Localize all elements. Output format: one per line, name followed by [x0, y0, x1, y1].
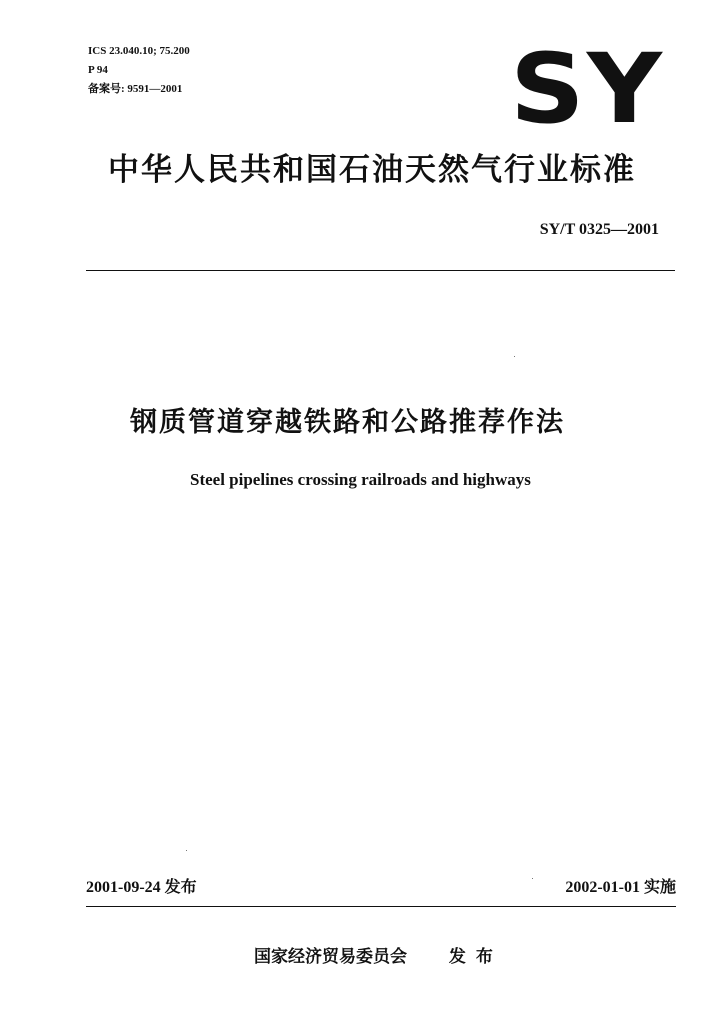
scan-speck [532, 878, 533, 879]
issuer-row [254, 946, 503, 968]
issuer-name: 国家经济贸易委员会 [254, 947, 407, 967]
ics-code: ICS 23.040.10; 75.200 [88, 45, 190, 57]
top-divider [86, 270, 675, 271]
bottom-divider [86, 906, 676, 907]
document-title-chinese: 钢质管道穿越铁路和公路推荐作法 [130, 407, 565, 438]
metadata-block [88, 42, 190, 99]
organization-title: 中华人民共和国石油天然气行业标准 [108, 152, 636, 188]
issue-date: 2001-09-24 发布 [86, 879, 197, 896]
sy-logo: SY [510, 33, 665, 145]
scan-speck [514, 356, 515, 357]
scan-speck [186, 850, 187, 851]
implementation-date: 2002-01-01 实施 [565, 879, 676, 896]
classification-code: P 94 [88, 64, 108, 76]
document-title-english: Steel pipelines crossing railroads and highways [190, 470, 531, 489]
registration-number: 备案号: 9591—2001 [88, 83, 183, 95]
issuer-action: 发布 [448, 947, 503, 967]
standard-code: SY/T 0325—2001 [539, 221, 659, 238]
